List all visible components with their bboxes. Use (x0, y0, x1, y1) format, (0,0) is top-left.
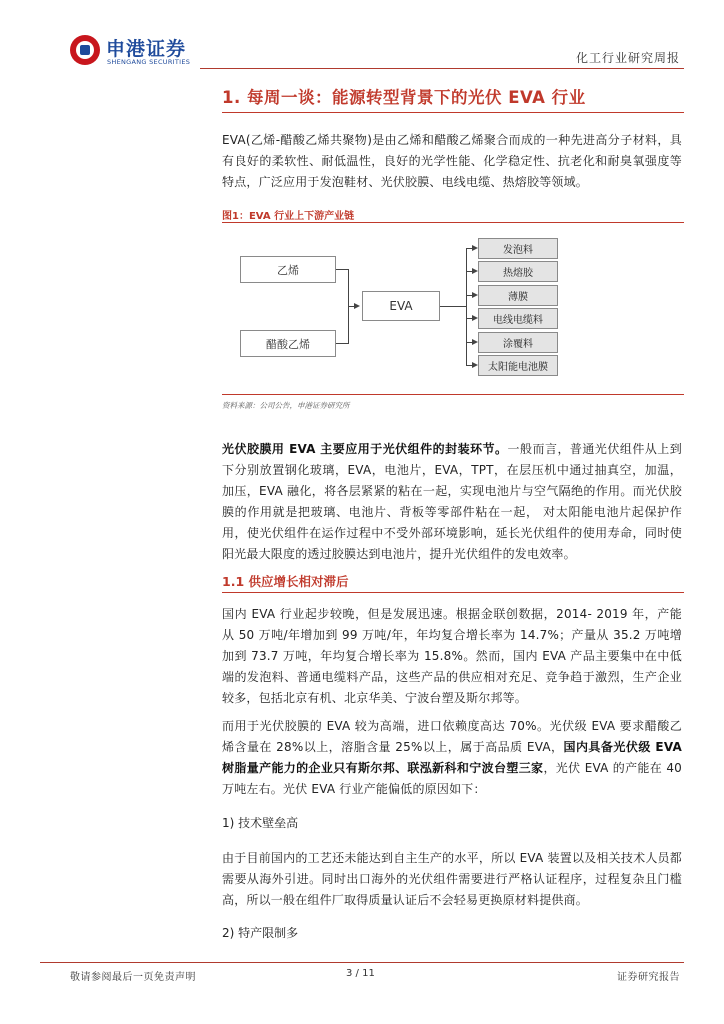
figure-top-divider (222, 222, 684, 223)
pv-film-paragraph (222, 439, 682, 565)
page-header (0, 0, 724, 72)
connector-line (336, 343, 348, 344)
supply-paragraph-1: 国内 EVA 行业起步较晚，但是发展迅速。根据金联创数据，2014- 2019 年，产能从 50 万吨/年增加到 99 万吨/年，年均复合增长率为 14.7%；产量从 35.2 万吨增加到 73.7 万吨，年均复合增长率为 15.8%。然而，国内 EVA 产品主要集中在中低端的发泡料、普通电缆料产品，这些产品的供应相对充足、竞争趋于激烈，生产企业较多，包括北京有机、北京华美、宁波台塑及斯尔邦等。 (222, 607, 682, 705)
section-heading-divider (222, 112, 684, 113)
section-heading: 1. 每周一谈：能源转型背景下的光伏 EVA 行业 (222, 88, 586, 107)
eva-value-chain-diagram (222, 224, 682, 392)
eva-center-box: EVA (362, 291, 440, 321)
supply-paragraph-2-b: ，光伏 EVA 的产能在 40 万吨左右。光伏 EVA 行业产能偏低的原因如下： (222, 761, 683, 796)
subsection-heading-divider (222, 592, 684, 593)
subsection-heading: 1.1 供应增长相对滞后 (222, 574, 349, 589)
pv-film-text: 一般而言，普通光伏组件从上到下分别放置钢化玻璃，EVA，电池片，EVA，TPT，在层压机中通过抽真空，加温，加压，EVA 融化，将各层紧紧的粘在一起，实现电池片与空气隔绝的作用。而光伏胶膜的作用就是把玻璃、电池片、背板等零部件粘在一起， 对太阳能电池片起保护作用，使光伏组件在运作过程中不受外部环境影响，延长光伏组件的使用寿命，同时使阳光最大限度的透过胶膜达到电池片，提升光伏组件的发电效率。 (222, 442, 682, 561)
disclaimer-note: 敬请参阅最后一页免责声明 (70, 972, 196, 983)
output-foam-box: 发泡料 (478, 238, 558, 259)
output-solar-film-box: 太阳能电池膜 (478, 355, 558, 376)
tech-barrier-paragraph: 由于目前国内的工艺还未能达到自主生产的水平，所以 EVA 装置以及相关技术人员都需要从海外引进。同时出口海外的光伏组件需要进行严格认证程序，过程复杂且门槛高，所以一般在组件厂取得质量认证后不会轻易更换原材料提供商。 (222, 851, 682, 907)
figure-title: 图1：EVA 行业上下游产业链 (222, 211, 355, 222)
report-type-label: 化工行业研究周报 (575, 51, 680, 65)
output-coating-box: 涂覆料 (478, 332, 558, 353)
input-vinyl-acetate-box: 醋酸乙烯 (240, 330, 336, 357)
report-category: 证券研究报告 (617, 972, 680, 983)
supply-paragraph-2-a: 而用于光伏胶膜的 EVA 较为高端，进口依赖度高达 70%。光伏级 EVA 要求醋酸乙烯含量在 28%以上，溶脂含量 25%以上，属于高品质 EVA， (222, 719, 682, 754)
connector-line (440, 306, 466, 307)
footer-divider (40, 962, 684, 963)
input-ethylene-box: 乙烯 (240, 256, 336, 283)
reason-item-2: 2) 特产限制多 (222, 926, 299, 940)
reason-item-1: 1) 技术壁垒高 (222, 816, 299, 830)
pv-film-lead: 光伏胶膜用 EVA 主要应用于光伏组件的封装环节。 (222, 442, 508, 456)
connector-line (466, 248, 467, 366)
output-hotmelt-box: 热熔胶 (478, 261, 558, 282)
supply-paragraph-2-bold: 国内具备光伏级 EVA 树脂量产能力的企业只有斯尔邦、联泓新科和宁波台塑三家 (222, 740, 682, 775)
figure-source: 资料来源：公司公告，申港证券研究所 (222, 401, 350, 410)
output-cable-box: 电线电缆料 (478, 308, 558, 329)
arrow-right-icon (354, 303, 360, 309)
company-logo-subtitle: SHENGANG SECURITIES (107, 58, 191, 66)
company-logo-icon (70, 35, 100, 65)
connector-line (336, 269, 348, 270)
company-logo-text: 申港证券 (106, 38, 187, 60)
output-film-box: 薄膜 (478, 285, 558, 306)
header-divider (200, 68, 684, 69)
page-number: 3 / 11 (346, 968, 375, 979)
supply-paragraph-2 (222, 716, 682, 800)
intro-paragraph: EVA(乙烯-醋酸乙烯共聚物)是由乙烯和醋酸乙烯聚合而成的一种先进高分子材料，具有良好的柔软性、耐低温性，良好的光学性能、化学稳定性、抗老化和耐臭氧强度等特点，广泛应用于发泡鞋材、光伏胶膜、电线电缆、热熔胶等领域。 (222, 133, 682, 189)
figure-bottom-divider (222, 394, 684, 395)
